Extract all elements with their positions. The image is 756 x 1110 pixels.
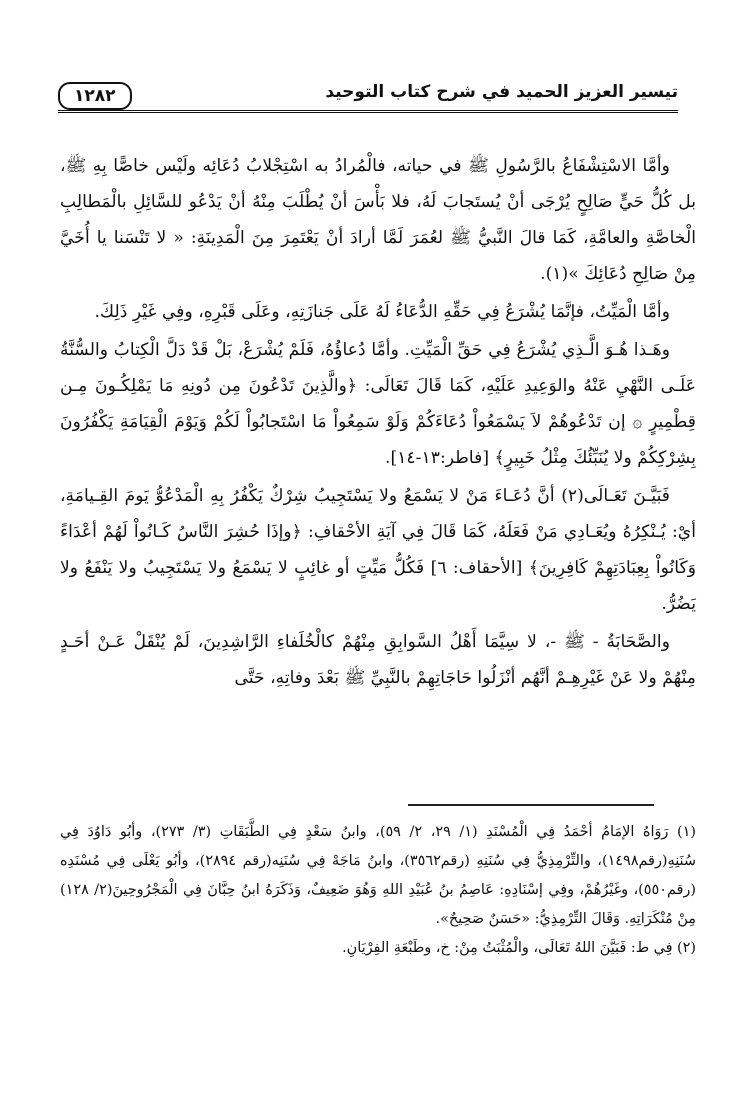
footnote-divider [408, 804, 654, 806]
header-divider [58, 110, 678, 113]
main-text [60, 148, 696, 698]
running-header [58, 76, 678, 116]
footnote-2: (٢) فِي ط: فَبَيَّنَ اللهُ تَعَالَى، والْمُثْبَتُ مِنْ: خ، وطَبْعَةِ الفِرْيَانِ. [342, 940, 696, 956]
page-number-badge: ١٢٨٢ [58, 82, 132, 110]
paragraph-companions: والصَّحَابَةُ - ﷺ -، لا سِيَّمَا أَهْلُ السَّوابِقِ مِنْهُمْ كالْخُلَفاءِ الرَّاشِدِينَ، لَمْ يُنْقَلْ عَـنْ أحَـدٍ مِنْهُمْ ولا عَنْ غَيْرِهِـمْ أنَّهُم أنْزَلُوا حَاجَاتِهِمْ بالنَّبِيِّ ﷺ بَعْدَ وفاتِهِ، حَتَّى [60, 632, 696, 688]
paragraph-explanation: فَبَيَّـنَ تَعَـالَى(٢) أنَّ دُعَـاءَ مَنْ لا يَسْمَعُ ولا يَسْتَجِيبُ شِرْكٌ يَكْفُرُ بِهِ الْمَدْعُوُّ يَومَ القِـيامَةِ، أيْ: يُـنْكِرُهُ ويُعَـادِي مَنْ فَعَلَهُ، كَمَا قَالَ فِي آيَةِ الأحْقافِ: ﴿وإذَا حُشِرَ النَّاسُ كَـانُواْ لَهُمْ أعْدَاءً وَكَانُواْ بِعِبَادَتِهِمْ كَافِرِينَ﴾ [الأحقاف: ٦] فَكُلُّ مَيِّتٍ أو غائِبٍ لا يَسْمَعُ ولا يَسْتَجِيبُ ولا يَنْفَعُ ولا يَضُرُّ. [60, 486, 697, 614]
book-title: تيسير العزيز الحميد في شرح كتاب التوحيد [325, 82, 678, 102]
paragraph-deceased: وأمَّا الْمَيِّتُ، فإنَّمَا يُشْرَعُ فِي حَقِّهِ الدُّعَاءُ لَهُ عَلَى جَنازَتِهِ، وعَلَى قَبْرِهِ، وفِي غَيْرِ ذَلِكَ. [94, 302, 670, 322]
paragraph-intercession: وأمَّا الاسْتِشْفَاعُ بالرَّسُولِ ﷺ في حياته، فالْمُرادُ به اسْتِجْلابُ دُعَائِه ولَيْس خاصًّا بِهِ ﷺ، بل كُلُّ حَيٍّ صَالِحٍ يُرْجَى أنْ يُستَجابَ لَهُ، فلا بَأْسَ أنْ يُطْلَبَ مِنْهُ أنْ يَدْعُو للسَّائِلِ بالْمَطالِبِ الْخاصَّةِ والعامَّةِ، كَمَا قالَ النَّبيُّ ﷺ لعُمَرَ لَمَّا أرادَ أنْ يَعْتَمِرَ مِنَ الْمَدِينَةِ: « لا تَنْسَنا يا أُخَيَّ مِنْ صَالِحِ دُعَائِكَ »(١). [60, 156, 696, 284]
paragraph-prohibition: وهَـذا هُـوَ الَّـذِي يُشْرَعُ فِي حَقِّ الْمَيِّتِ. وأمَّا دُعاؤُهُ، فَلَمْ يُشْرَعْ، بَلْ قَدْ دَلَّ الْكِتابُ والسُّنَّةُ عَلَـى النَّهْيِ عَنْهُ والوَعِيدِ عَلَيْهِ، كَمَا قَالَ تَعَالَى: ﴿والَّذِينَ تَدْعُونَ مِن دُونِهِ مَا يَمْلِكُـونَ مِـن قِطْمِيرٍ ۞ إن تَدْعُوهُمْ لاَ يَسْمَعُواْ دُعَاءَكُمْ وَلَوْ سَمِعُواْ مَا اسْتَجابُواْ لَكُمْ وَيَوْمَ الْقِيَامَةِ يَكْفُرُونَ بِشِرْكِكُمْ ولا يُنَبِّئُكَ مِثْلُ خَبِيرٍ﴾ [فاطر:١٣-١٤]. [60, 340, 696, 468]
footnote-1: (١) رَوَاهُ الإمَامُ أحْمَدُ فِي الْمُسْنَدِ (١/ ٢٩، ٢/ ٥٩)، وابنُ سَعْدٍ فِي الطَّبَقَاتِ (٣/ ٢٧٣)، وأبُو دَاوُدَ فِي سُنَنِهِ(رقم١٤٩٨)، والتِّرْمِذِيُّ فِي سُنَنِهِ (رقم٣٥٦٢)، وابنُ مَاجَهْ فِي سُنَنِه(رقم ٢٨٩٤)، وأبُو يَعْلَى فِي مُسْنَدِه (رقم٥٥٠)، وغَيْرُهُمْ، وفِي إسْنَادِهِ: عَاصِمُ بنُ عُبَيْدِ اللهِ وَهُوَ ضَعِيفٌ، وَذَكَرَهُ ابنُ حِبَّانَ فِي الْمَجْرُوحِينَ(٢/ ١٢٨) مِنْ مُنْكَرَاتِهِ. وَقَالَ التِّرْمِذِيُّ: «حَسَنٌ صَحِيحٌ». [60, 824, 696, 927]
footnotes [60, 818, 696, 963]
